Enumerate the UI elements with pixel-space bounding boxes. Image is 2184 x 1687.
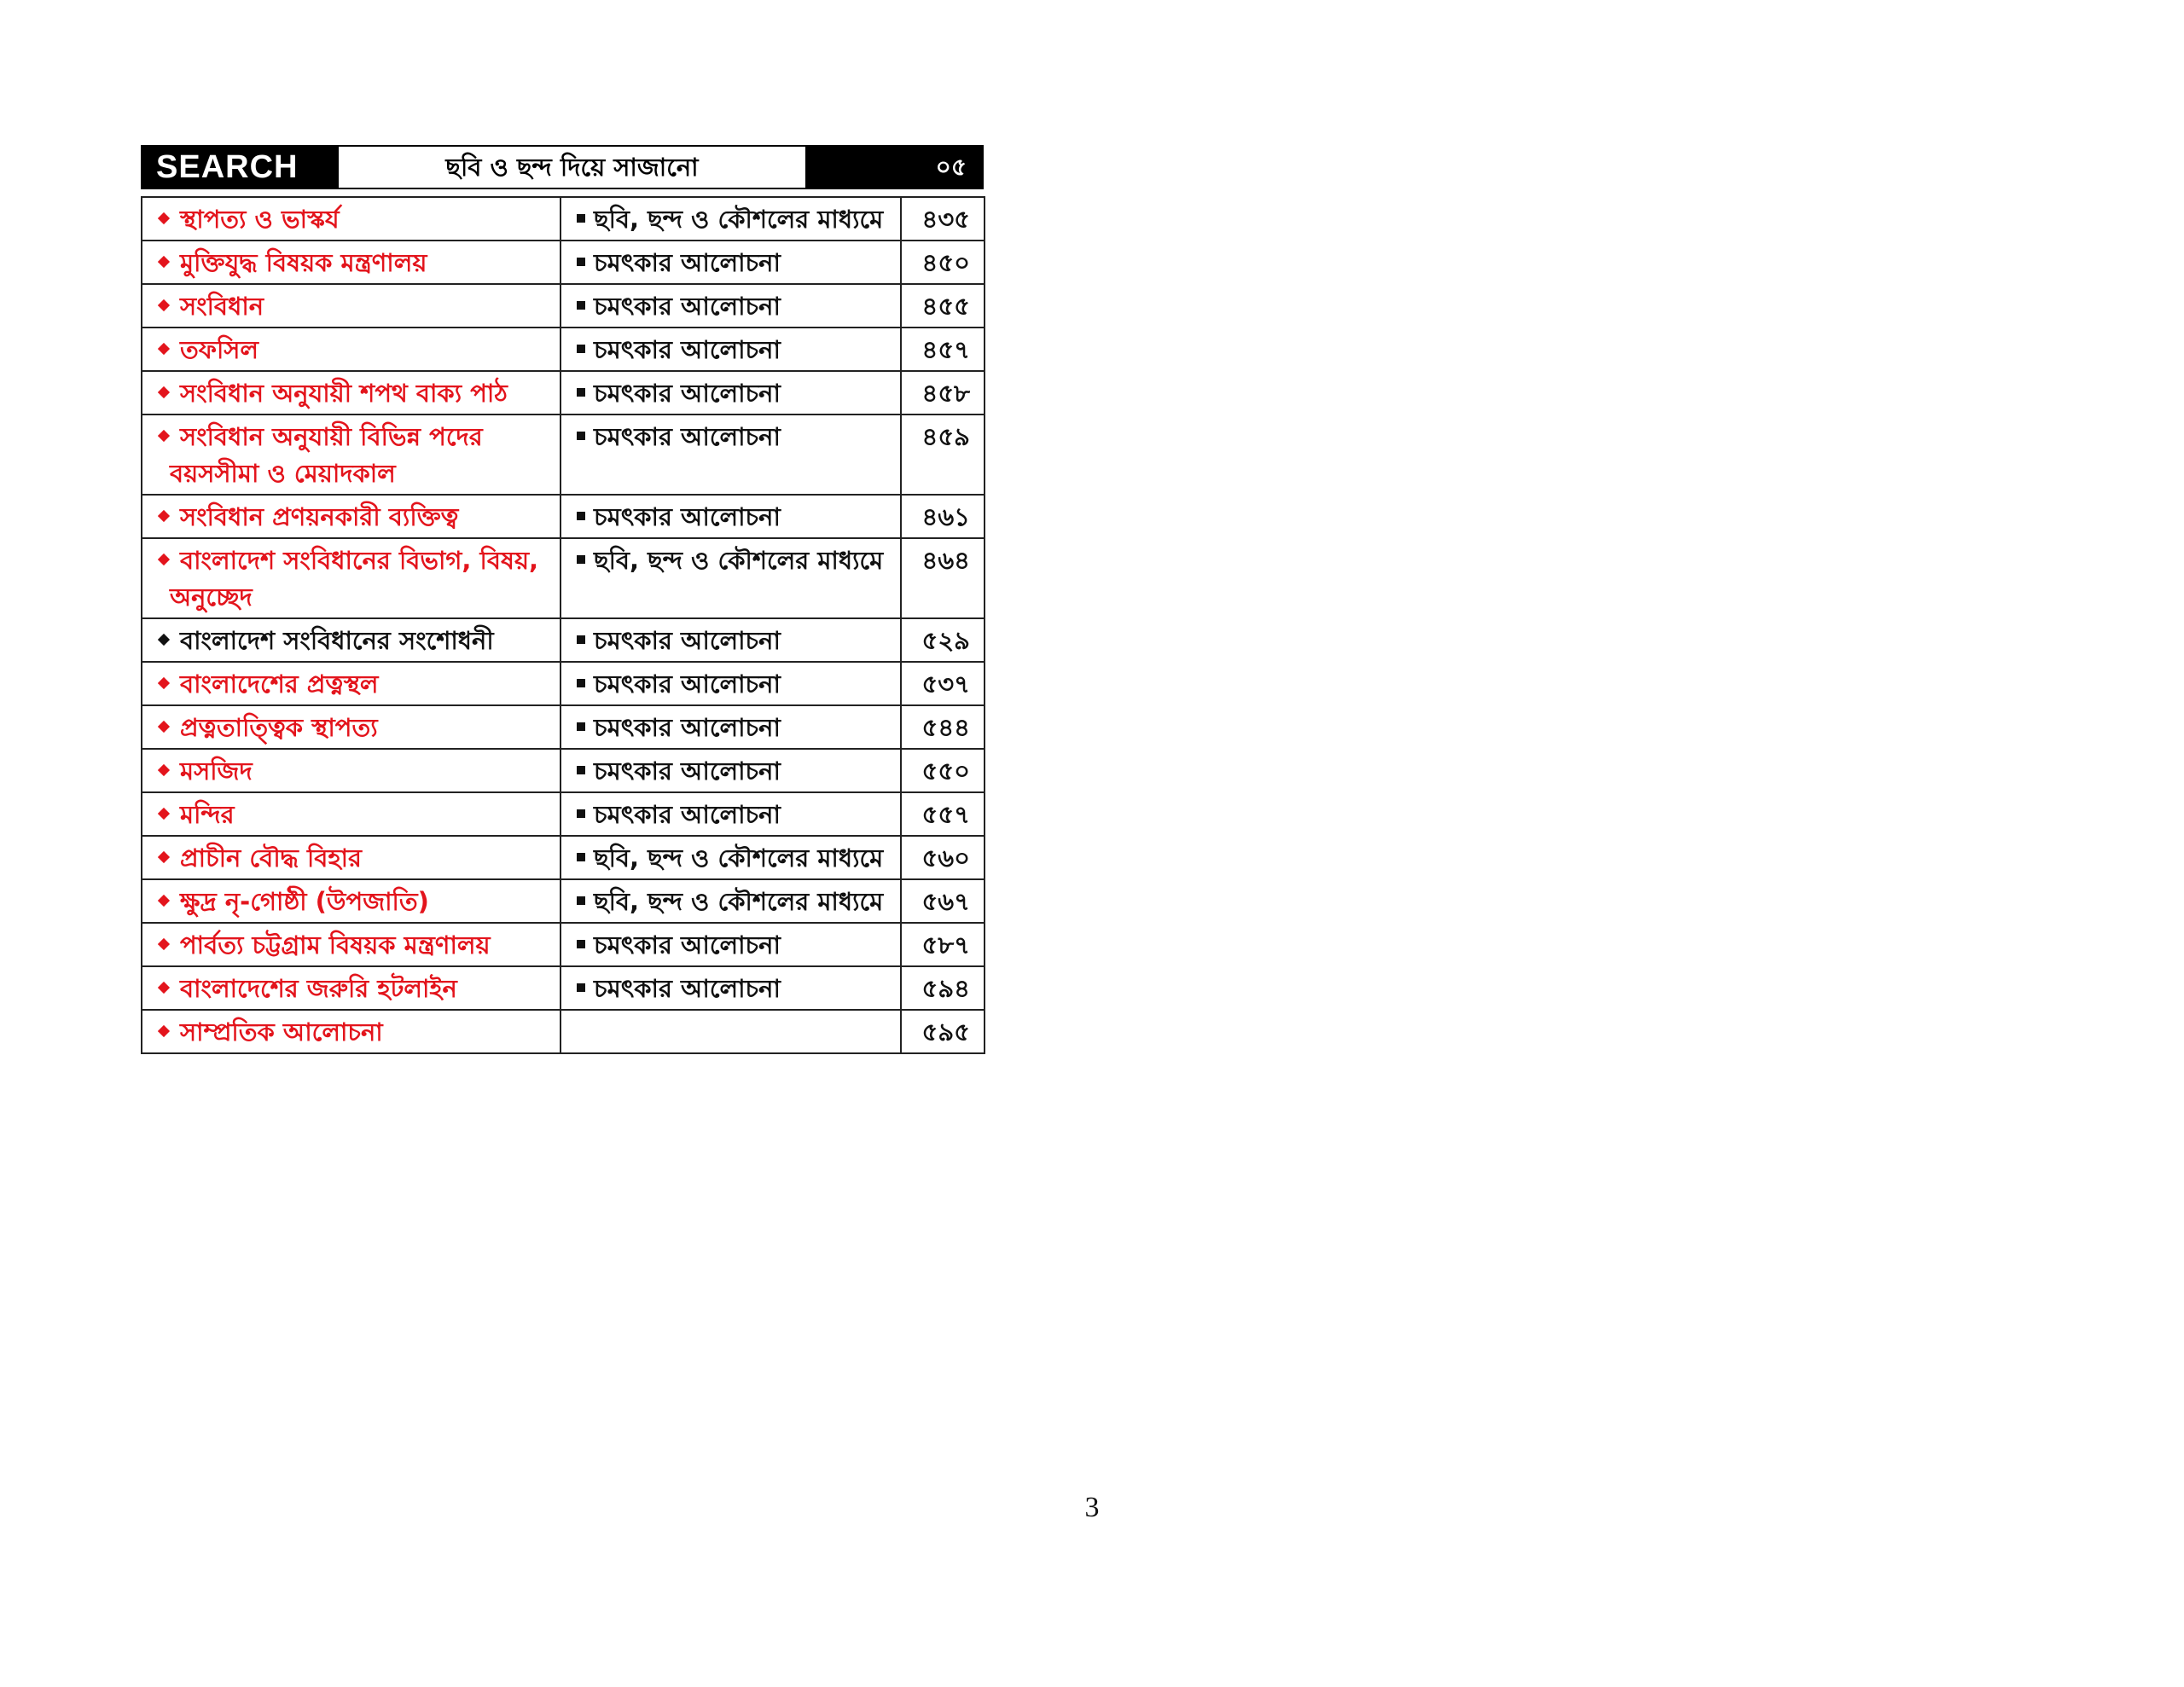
- page-ref: ৫৮৭: [901, 923, 985, 966]
- page-ref: ৫৫০: [901, 749, 985, 792]
- topic-cell: [142, 836, 561, 879]
- topic-line: [158, 542, 560, 579]
- topic-cell: [142, 284, 561, 328]
- topic-line: [158, 579, 560, 616]
- page-ref: ৫২৯: [901, 618, 985, 662]
- square-icon: [577, 555, 585, 564]
- topic-cell: [142, 1010, 561, 1053]
- diamond-icon: [158, 982, 170, 994]
- diamond-icon: [158, 343, 170, 355]
- square-icon: [577, 512, 585, 520]
- method-text: চমৎকার আলোচনা: [594, 670, 781, 699]
- square-icon: [577, 896, 585, 905]
- topic-cell: [142, 328, 561, 371]
- toc-row: [142, 618, 985, 662]
- topic-text: বাংলাদেশের জরুরি হটলাইন: [180, 974, 457, 1003]
- topic-cell: [142, 371, 561, 415]
- method-text: ছবি, ছন্দ ও কৌশলের মাধ্যমে: [594, 546, 884, 575]
- toc-row: [142, 328, 985, 371]
- topic-text: সংবিধান: [180, 292, 264, 321]
- method-text: চমৎকার আলোচনা: [594, 626, 781, 655]
- page-ref: ৪৫৫: [901, 284, 985, 328]
- method-cell: [561, 197, 901, 241]
- diamond-icon: [158, 634, 170, 646]
- diamond-icon: [158, 764, 170, 776]
- method-text: ছবি, ছন্দ ও কৌশলের মাধ্যমে: [594, 205, 884, 234]
- square-icon: [577, 258, 585, 266]
- square-icon: [577, 635, 585, 644]
- topic-cell: [142, 792, 561, 836]
- toc-row: [142, 923, 985, 966]
- diamond-icon: [158, 938, 170, 950]
- topic-text: বাংলাদেশের প্রত্নস্থল: [180, 670, 379, 699]
- diamond-icon: [158, 808, 170, 820]
- page-number: 3: [1084, 1492, 1100, 1523]
- toc-row: [142, 538, 985, 618]
- diamond-icon: [158, 256, 170, 268]
- topic-cell: [142, 923, 561, 966]
- topic-text: প্রাচীন বৌদ্ধ বিহার: [180, 844, 363, 872]
- page-ref: ৫৪৪: [901, 705, 985, 749]
- toc-row: [142, 705, 985, 749]
- topic-cell: [142, 197, 561, 241]
- toc-row: [142, 371, 985, 415]
- square-icon: [577, 853, 585, 861]
- topic-text: মসজিদ: [180, 757, 253, 786]
- topic-line: [158, 840, 560, 877]
- topic-text: সংবিধান অনুযায়ী শপথ বাক্য পাঠ: [180, 379, 508, 408]
- contents-table-body: [142, 197, 985, 1053]
- topic-line: [158, 884, 560, 920]
- method-cell: [561, 241, 901, 284]
- topic-text: পার্বত্য চট্টগ্রাম বিষয়ক মন্ত্রণালয়: [180, 930, 491, 959]
- page-ref: ৪৫৭: [901, 328, 985, 371]
- method-cell: [561, 966, 901, 1010]
- diamond-icon: [158, 212, 170, 224]
- topic-cell: [142, 415, 561, 495]
- method-text: চমৎকার আলোচনা: [594, 930, 781, 959]
- toc-row: [142, 197, 985, 241]
- toc-row: [142, 662, 985, 705]
- toc-row: [142, 241, 985, 284]
- toc-row: [142, 749, 985, 792]
- diamond-icon: [158, 851, 170, 863]
- topic-cell: [142, 495, 561, 538]
- toc-row: [142, 415, 985, 495]
- page-ref: ৪৬৪: [901, 538, 985, 618]
- toc-row: [142, 966, 985, 1010]
- toc-row: [142, 284, 985, 328]
- topic-text: তফসিল: [180, 335, 259, 364]
- diamond-icon: [158, 510, 170, 522]
- topic-line: [158, 753, 560, 790]
- page-ref: ৪৫০: [901, 241, 985, 284]
- square-icon: [577, 940, 585, 948]
- diamond-icon: [158, 895, 170, 907]
- topic-text: প্রত্নতাত্ত্বিক স্থাপত্য: [180, 713, 378, 742]
- topic-cell: [142, 241, 561, 284]
- method-cell: [561, 749, 901, 792]
- topic-text: সংবিধান প্রণয়নকারী ব্যক্তিত্ব: [180, 502, 459, 531]
- method-cell: [561, 1010, 901, 1053]
- method-text: চমৎকার আলোচনা: [594, 422, 781, 451]
- method-cell: [561, 792, 901, 836]
- method-text: চমৎকার আলোচনা: [594, 800, 781, 829]
- topic-text: মন্দির: [180, 800, 235, 829]
- diamond-icon: [158, 554, 170, 565]
- toc-row: [142, 792, 985, 836]
- toc-row: [142, 1010, 985, 1053]
- topic-text: বাংলাদেশ সংবিধানের বিভাগ, বিষয়,: [180, 546, 539, 575]
- square-icon: [577, 679, 585, 687]
- diamond-icon: [158, 299, 170, 311]
- section-number: ০৫: [805, 147, 982, 188]
- topic-line: [158, 245, 560, 281]
- method-text: চমৎকার আলোচনা: [594, 713, 781, 742]
- topic-cell: [142, 538, 561, 618]
- topic-line: [158, 623, 560, 659]
- toc-row: [142, 879, 985, 923]
- method-cell: [561, 705, 901, 749]
- section-header: [141, 145, 984, 189]
- square-icon: [577, 214, 585, 223]
- topic-text: অনুচ্ছেদ: [170, 583, 253, 612]
- square-icon: [577, 345, 585, 353]
- topic-line: [158, 375, 560, 412]
- topic-cell: [142, 879, 561, 923]
- topic-text: বাংলাদেশ সংবিধানের সংশোধনী: [180, 626, 494, 655]
- method-text: চমৎকার আলোচনা: [594, 248, 781, 277]
- topic-text: ক্ষুদ্র নৃ-গোষ্ঠী (উপজাতি): [180, 887, 429, 916]
- method-cell: [561, 284, 901, 328]
- topic-line: [158, 332, 560, 368]
- topic-cell: [142, 749, 561, 792]
- square-icon: [577, 301, 585, 310]
- page-ref: ৫৫৭: [901, 792, 985, 836]
- method-cell: [561, 836, 901, 879]
- page-ref: ৫৯৪: [901, 966, 985, 1010]
- method-cell: [561, 415, 901, 495]
- diamond-icon: [158, 1025, 170, 1037]
- topic-text: সাম্প্রতিক আলোচনা: [180, 1017, 383, 1046]
- topic-cell: [142, 705, 561, 749]
- toc-row: [142, 495, 985, 538]
- method-cell: [561, 662, 901, 705]
- toc-row: [142, 836, 985, 879]
- page-ref: ৪৩৫: [901, 197, 985, 241]
- topic-line: [158, 288, 560, 325]
- page-ref: ৪৫৯: [901, 415, 985, 495]
- topic-text: সংবিধান অনুযায়ী বিভিন্ন পদের: [180, 422, 483, 451]
- method-cell: [561, 618, 901, 662]
- topic-line: [158, 201, 560, 238]
- square-icon: [577, 983, 585, 992]
- contents-table: [141, 196, 985, 1054]
- method-text: চমৎকার আলোচনা: [594, 974, 781, 1003]
- topic-line: [158, 927, 560, 964]
- topic-line: [158, 455, 560, 492]
- topic-line: [158, 1014, 560, 1051]
- topic-line: [158, 710, 560, 746]
- method-text: চমৎকার আলোচনা: [594, 379, 781, 408]
- topic-text: মুক্তিযুদ্ধ বিষয়ক মন্ত্রণালয়: [180, 248, 427, 277]
- diamond-icon: [158, 386, 170, 398]
- topic-line: [158, 666, 560, 703]
- page-ref: ৪৬১: [901, 495, 985, 538]
- page-ref: ৫৩৭: [901, 662, 985, 705]
- method-cell: [561, 923, 901, 966]
- topic-line: [158, 797, 560, 833]
- topic-cell: [142, 966, 561, 1010]
- square-icon: [577, 809, 585, 818]
- method-text: ছবি, ছন্দ ও কৌশলের মাধ্যমে: [594, 844, 884, 872]
- page-ref: ৫৬৭: [901, 879, 985, 923]
- topic-line: [158, 499, 560, 536]
- topic-cell: [142, 618, 561, 662]
- topic-line: [158, 971, 560, 1007]
- diamond-icon: [158, 430, 170, 442]
- method-cell: [561, 328, 901, 371]
- method-cell: [561, 879, 901, 923]
- topic-line: [158, 419, 560, 455]
- page-ref: ৪৫৮: [901, 371, 985, 415]
- method-text: চমৎকার আলোচনা: [594, 502, 781, 531]
- square-icon: [577, 388, 585, 397]
- method-text: চমৎকার আলোচনা: [594, 757, 781, 786]
- method-cell: [561, 371, 901, 415]
- topic-text: বয়সসীমা ও মেয়াদকাল: [170, 459, 396, 488]
- page-ref: ৫৯৫: [901, 1010, 985, 1053]
- method-text: চমৎকার আলোচনা: [594, 292, 781, 321]
- method-text: চমৎকার আলোচনা: [594, 335, 781, 364]
- square-icon: [577, 722, 585, 731]
- method-cell: [561, 495, 901, 538]
- section-title: ছবি ও ছন্দ দিয়ে সাজানো: [445, 153, 699, 182]
- method-cell: [561, 538, 901, 618]
- square-icon: [577, 766, 585, 774]
- diamond-icon: [158, 677, 170, 689]
- square-icon: [577, 432, 585, 440]
- diamond-icon: [158, 721, 170, 733]
- page-ref: ৫৬০: [901, 836, 985, 879]
- topic-text: স্থাপত্য ও ভাস্কর্য: [180, 205, 340, 234]
- method-text: ছবি, ছন্দ ও কৌশলের মাধ্যমে: [594, 887, 884, 916]
- search-label: SEARCH: [142, 147, 339, 188]
- topic-cell: [142, 662, 561, 705]
